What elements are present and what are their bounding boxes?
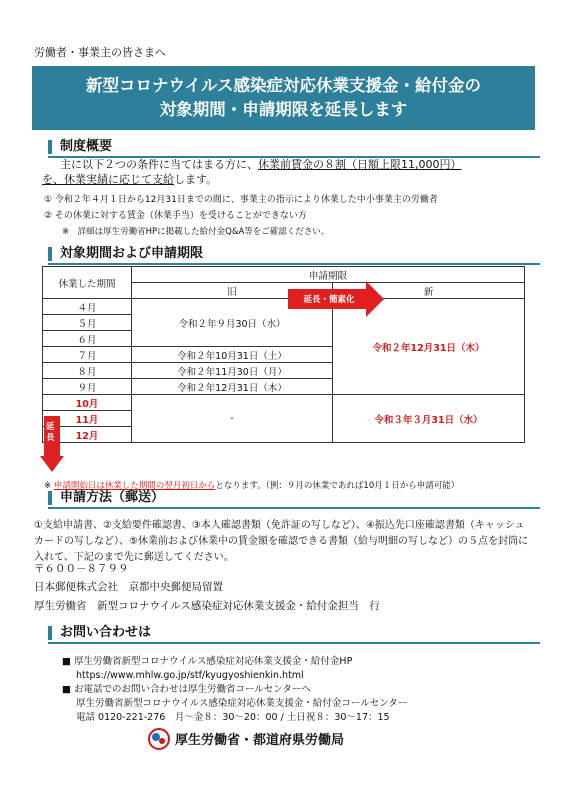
overview-intro [60,157,540,172]
month-cell: ９月 [43,379,132,395]
period-heading: 対象期間および申請期限 [48,245,540,265]
call-center-name: 厚生労働省新型コロナウイルス感染症対応休業支援金・給付金コールセンター [76,698,408,709]
col-old-header: 旧 [132,283,333,299]
footnote-prefix: ※ [44,481,52,491]
contact-item-web: ■ 厚生労働省新型コロナウイルス感染症対応休業支援金・給付金HP [62,656,353,667]
month-cell-extended: 10月 [43,395,132,411]
new-deadline-apr-sep: 令和２年12月31日（木） [333,299,525,395]
method-text: ①支給申請書、②支給要件確認書、③本人確認書類（免許証の写しなど）、④振込先口座確認書類（キャッシュカードの写しなど）、⑤休業前および休業中の賃金額を確認できる書類（給与明細の写しなど）の５点を封筒に入れて、下記のまで先に郵送してください。 [34,520,528,563]
month-cell: ７月 [43,347,132,363]
title-line-2: 対象期間・申請期限を延長します [159,100,408,119]
footer-ministry: 厚生労働省・都道府県労働局 [175,733,345,748]
col-deadline-header: 申請期限 [132,267,525,283]
old-deadline-jul: 令和２年10月31日（土） [132,347,333,363]
footnote-red: 申請開始日は休業した期間の翌月初日から [53,481,216,491]
month-cell: ４月 [43,299,132,315]
month-cell-extended: 12月 [43,427,132,443]
address-line-2: 厚生労働省 新型コロナウイルス感染症対応休業支援金・給付金担当 行 [34,600,380,612]
new-deadline-oct-dec: 令和３年３月31日（水） [333,395,525,443]
title-banner [32,66,535,130]
overview-intro-2 [42,172,522,187]
contact-list [62,655,532,725]
condition-2: ② その休業に対する賃金（休業手当）を受けることができない方 [44,211,307,221]
contact-item-phone: ■ お電話でのお問い合わせは厚生労働省コールセンターへ [62,684,311,695]
method-heading: 申請方法（郵送） [48,489,540,509]
web-title: 厚生労働省新型コロナウイルス感染症対応休業支援金・給付金HP [74,656,353,667]
ministry-logo-icon [148,728,170,750]
old-deadline-apr-jun: 令和２年９月30日（水） [132,299,333,347]
title-line-1: 新型コロナウイルス感染症対応休業支援金・給付金の [85,76,481,95]
old-deadline-oct-dec: - [132,395,333,443]
phone-title: お電話でのお問い合わせは厚生労働省コールセンターへ [74,684,311,695]
postal-code: 〒６００－８７９９ [34,563,129,575]
intro-prefix: 主に以下２つの条件に当てはまる方に、 [60,158,258,171]
phone-number: 電話 0120-221-276 月～金８：30～20：00 / 土日祝８：30～17：15 [76,712,390,723]
vertical-arrow-label: 延長 [46,422,55,443]
old-deadline-sep: 令和２年12月31日（木） [132,379,333,395]
web-url[interactable]: https://www.mhlw.go.jp/stf/kyugyoshienkin.html [76,670,304,681]
intro-line2-underlined: を、休業実績に応じて支給 [42,173,174,186]
extension-arrow-label: 延長・簡素化 [303,295,355,305]
col-period-header: 休業した期間 [43,267,132,299]
condition-1: ① 令和２年４月１日から12月31日までの間に、事業主の指示により休業した中小事業主の労働者 [44,195,438,205]
intro-line2-suffix: します。 [174,173,218,186]
overview-heading: 制度概要 [48,138,540,158]
col-new-header: 新 [333,283,525,299]
overview-note: ※ 詳細は厚生労働省HPに掲載した給付金Q&A等をご確認ください。 [62,227,330,237]
audience-label: 労働者・事業主の皆さまへ [34,46,166,59]
address-line-1: 日本郵便株式会社 京都中央郵便局留置 [34,581,223,593]
month-cell: ８月 [43,363,132,379]
schedule-table [42,266,525,443]
month-cell-extended: 11月 [43,411,132,427]
footnote-rest: となります。（例：９月の休業であれば10月１日から申請可能） [215,481,460,491]
month-cell: ５月 [43,315,132,331]
contact-heading: お問い合わせは [48,624,540,644]
old-deadline-aug: 令和２年11月30日（月） [132,363,333,379]
intro-underlined: 休業前賃金の８割（日額上限11,000円） [258,158,462,171]
month-cell: ６月 [43,331,132,347]
